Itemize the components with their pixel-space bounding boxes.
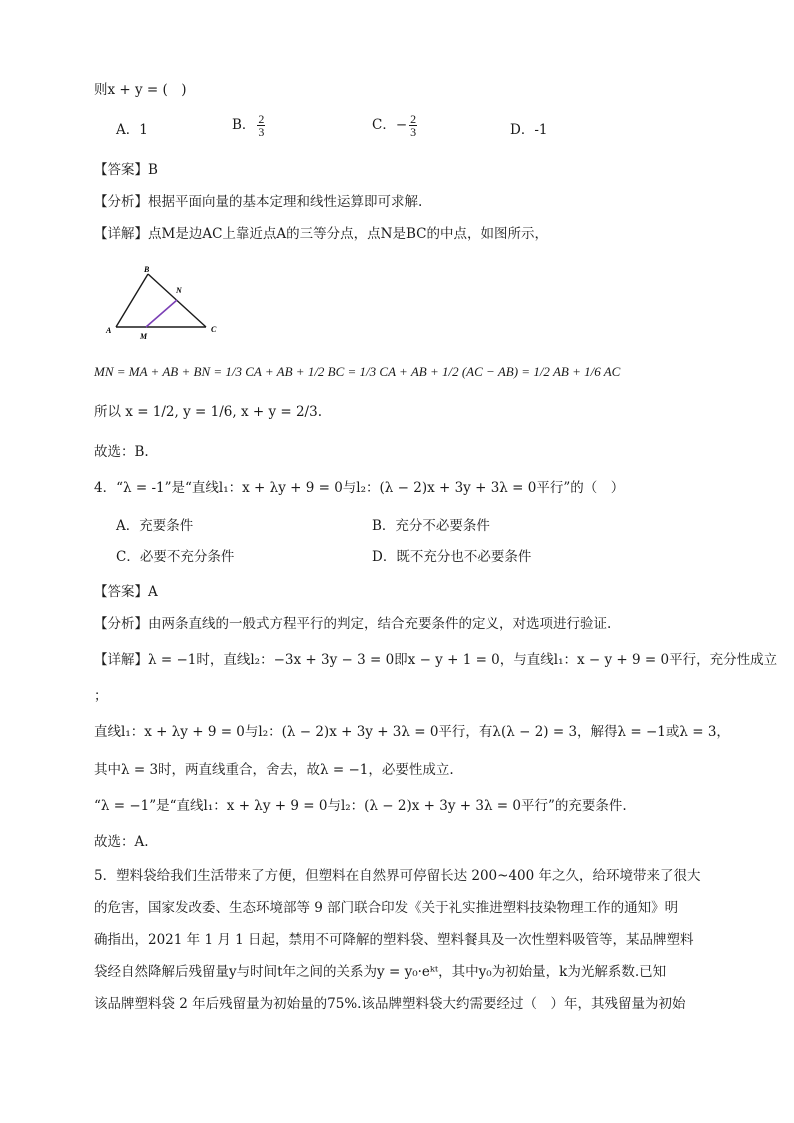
q3-conclusion: 所以 x = 1/2, y = 1/6, x + y = 2/3. bbox=[94, 404, 322, 420]
q3-choose: 故选：B. bbox=[94, 444, 149, 460]
q3-analysis: 【分析】根据平面向量的基本定理和线性运算即可求解. bbox=[94, 194, 423, 210]
q5-line-5: 该品牌塑料袋 2 年后残留量为初始量的75%.该品牌塑料袋大约需要经过（ ）年，其残留量为初始 bbox=[94, 996, 686, 1012]
figure-label-b: B bbox=[144, 265, 150, 274]
q4-detail-1b: ； bbox=[94, 688, 108, 704]
figure-label-a: A bbox=[106, 326, 112, 335]
q5-line-3: 确指出，2021 年 1 月 1 日起，禁用不可降解的塑料袋、塑料餐具及一次性塑料吸管等，某品牌塑料 bbox=[94, 932, 694, 948]
q4-stem: 4．“λ = -1”是“直线l₁：x + λy + 9 = 0与l₂：(λ − 2)x + 3y + 3λ = 0平行”的（ ） bbox=[94, 480, 625, 496]
q4-answer: 【答案】A bbox=[94, 584, 158, 600]
q3-option-d: D．-1 bbox=[510, 122, 548, 138]
figure-label-n: N bbox=[176, 286, 182, 295]
q4-choose: 故选：A. bbox=[94, 834, 149, 850]
triangle-figure bbox=[100, 260, 230, 345]
q4-option-a: A．充要条件 bbox=[116, 518, 194, 534]
q4-detail-2: 直线l₁：x + λy + 9 = 0与l₂：(λ − 2)x + 3y + 3λ = 0平行，有λ(λ − 2) = 3，解得λ = −1或λ = 3， bbox=[94, 724, 730, 740]
q3-answer: 【答案】B bbox=[94, 162, 158, 178]
q5-line-2: 的危害，国家发改委、生态环境部等 9 部门联合印发《关于礼实推进塑料技染物理工作的通知》明 bbox=[94, 900, 679, 916]
q4-detail-3: 其中λ = 3时，两直线重合，舍去，故λ = −1，必要性成立. bbox=[94, 762, 454, 778]
q4-detail-1: 【详解】λ = −1时，直线l₂：−3x + 3y − 3 = 0即x − y + 1 = 0，与直线l₁：x − y + 9 = 0平行，充分性成立 bbox=[94, 652, 778, 668]
q3-option-a: A．1 bbox=[116, 122, 148, 138]
q3-option-b: B． $\frac{2}{3}$ bbox=[232, 112, 265, 139]
q5-line-1: 5．塑料袋给我们生活带来了方便，但塑料在自然界可停留长达 200~400 年之久，给环境带来了很大 bbox=[94, 868, 701, 884]
q4-analysis: 【分析】由两条直线的一般式方程平行的判定，结合充要条件的定义，对选项进行验证. bbox=[94, 616, 612, 632]
q5-line-4: 袋经自然降解后残留量y与时间t年之间的关系为y = y₀·eᵏᵗ，其中y₀为初始量，k为光解系数.已知 bbox=[94, 964, 667, 980]
q3-vector-formula: MN = MA + AB + BN = 1/3 CA + AB + 1/2 BC = 1/3 CA + AB + 1/2 (AC − AB) = 1/2 AB + 1/6 AC bbox=[94, 364, 621, 379]
q4-option-b: B．充分不必要条件 bbox=[372, 518, 490, 534]
figure-label-m: M bbox=[140, 332, 148, 341]
q4-option-c: C．必要不充分条件 bbox=[116, 549, 235, 565]
figure-label-c: C bbox=[211, 325, 217, 334]
q3-detail: 【详解】点M是边AC上靠近点A的三等分点，点N是BC的中点，如图所示， bbox=[94, 226, 548, 242]
q4-option-d: D．既不充分也不必要条件 bbox=[372, 549, 532, 565]
q3-stem: 则x + y = ( ) bbox=[94, 82, 187, 98]
q3-option-c: C．− $\frac{2}{3}$ bbox=[372, 112, 417, 139]
q4-detail-4: “λ = −1”是“直线l₁：x + λy + 9 = 0与l₂：(λ − 2)x + 3y + 3λ = 0平行”的充要条件. bbox=[94, 798, 627, 814]
